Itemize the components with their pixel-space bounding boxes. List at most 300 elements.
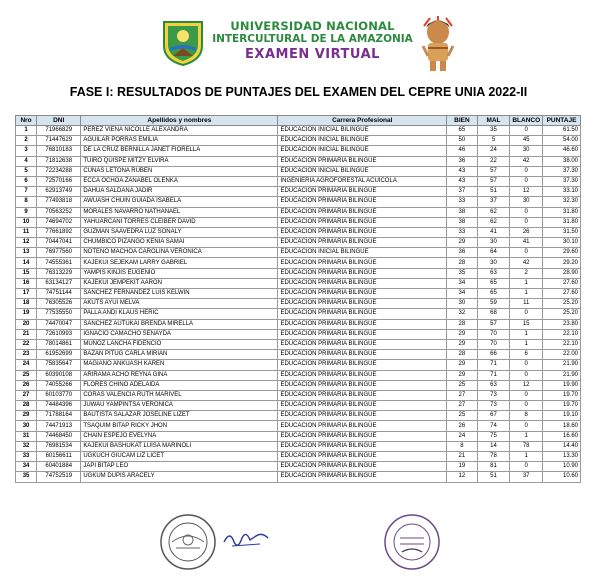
bien-cell: 27 xyxy=(447,401,478,411)
mal-cell: 41 xyxy=(477,227,510,237)
career-cell: EDUCACION PRIMARIA BILINGÜE xyxy=(278,329,447,339)
table-row xyxy=(16,126,581,136)
row-number: 17 xyxy=(16,289,37,299)
row-number: 7 xyxy=(16,187,37,197)
puntaje-cell: 10.90 xyxy=(543,462,581,472)
mal-cell: 57 xyxy=(477,176,510,186)
secretaria-general-seal-stamp xyxy=(382,512,442,572)
mal-cell: 65 xyxy=(477,289,510,299)
puntaje-cell: 13.30 xyxy=(543,452,581,462)
bien-cell: 50 xyxy=(447,136,478,146)
row-number: 15 xyxy=(16,268,37,278)
mal-cell: 57 xyxy=(477,166,510,176)
row-number: 16 xyxy=(16,278,37,288)
dni-cell: 76981534 xyxy=(37,441,81,451)
name-cell: BAZAN PITUG CARLA MIRIAN xyxy=(81,350,278,360)
career-cell: EDUCACION PRIMARIA BILINGÜE xyxy=(278,472,447,482)
career-cell: EDUCACION PRIMARIA BILINGÜE xyxy=(278,258,447,268)
bien-cell: 12 xyxy=(447,472,478,482)
name-cell: YAMPIS KINJIS EUGENIO xyxy=(81,268,278,278)
blanco-cell: 1 xyxy=(510,278,543,288)
puntaje-cell: 10.60 xyxy=(543,472,581,482)
puntaje-cell: 19.70 xyxy=(543,401,581,411)
bien-cell: 43 xyxy=(447,166,478,176)
career-cell: EDUCACION PRIMARIA BILINGÜE xyxy=(278,227,447,237)
name-cell: YAHUARCANI TORRES CLEIBER DAVID xyxy=(81,217,278,227)
mal-cell: 59 xyxy=(477,299,510,309)
row-number: 14 xyxy=(16,258,37,268)
puntaje-cell: 30.10 xyxy=(543,238,581,248)
mal-cell: 51 xyxy=(477,472,510,482)
dni-cell: 71812638 xyxy=(37,156,81,166)
puntaje-cell: 23.80 xyxy=(543,319,581,329)
career-cell: EDUCACION PRIMARIA BILINGÜE xyxy=(278,299,447,309)
table-row xyxy=(16,258,581,268)
career-cell: EDUCACION PRIMARIA BILINGÜE xyxy=(278,452,447,462)
table-row xyxy=(16,268,581,278)
row-number: 30 xyxy=(16,421,37,431)
row-number: 10 xyxy=(16,217,37,227)
dni-cell: 60156611 xyxy=(37,452,81,462)
dni-cell: 74468450 xyxy=(37,431,81,441)
blanco-cell: 12 xyxy=(510,187,543,197)
table-row xyxy=(16,329,581,339)
row-number: 1 xyxy=(16,126,37,136)
bien-cell: 65 xyxy=(447,126,478,136)
mal-cell: 81 xyxy=(477,462,510,472)
name-cell: IGNACIO CAMACHO SENAYDA xyxy=(81,329,278,339)
table-header-row xyxy=(16,116,581,126)
table-header-bien: BIEN xyxy=(447,116,478,126)
puntaje-cell: 22.10 xyxy=(543,329,581,339)
table-row xyxy=(16,339,581,349)
name-cell: SANCHEZ AUTUKAI BRENDA MIRELLA xyxy=(81,319,278,329)
name-cell: KAJEKUI BASHUKAT LUISA MARINOLI xyxy=(81,441,278,451)
blanco-cell: 78 xyxy=(510,441,543,451)
row-number: 5 xyxy=(16,166,37,176)
bien-cell: 28 xyxy=(447,319,478,329)
bien-cell: 36 xyxy=(447,156,478,166)
mal-cell: 67 xyxy=(477,411,510,421)
table-row xyxy=(16,462,581,472)
bien-cell: 8 xyxy=(447,441,478,451)
mal-cell: 70 xyxy=(477,339,510,349)
dni-cell: 70563252 xyxy=(37,207,81,217)
table-row xyxy=(16,238,581,248)
bien-cell: 27 xyxy=(447,390,478,400)
table-row xyxy=(16,176,581,186)
name-cell: DAHUA SALDAÑA JADIR xyxy=(81,187,278,197)
row-number: 35 xyxy=(16,472,37,482)
blanco-cell: 1 xyxy=(510,339,543,349)
blanco-cell: 0 xyxy=(510,370,543,380)
name-cell: NOTENO MACHOA CAROLINA VERONICA xyxy=(81,248,278,258)
bien-cell: 29 xyxy=(447,360,478,370)
career-cell: EDUCACION PRIMARIA BILINGÜE xyxy=(278,268,447,278)
career-cell: EDUCACION PRIMARIA BILINGÜE xyxy=(278,339,447,349)
table-row xyxy=(16,299,581,309)
table-row xyxy=(16,380,581,390)
table-row xyxy=(16,166,581,176)
career-cell: EDUCACION PRIMARIA BILINGÜE xyxy=(278,156,447,166)
mal-cell: 57 xyxy=(477,319,510,329)
puntaje-cell: 32.30 xyxy=(543,197,581,207)
dni-cell: 63134127 xyxy=(37,278,81,288)
mal-cell: 78 xyxy=(477,452,510,462)
blanco-cell: 15 xyxy=(510,319,543,329)
puntaje-cell: 25.20 xyxy=(543,309,581,319)
dni-cell: 75835647 xyxy=(37,360,81,370)
row-number: 34 xyxy=(16,462,37,472)
bien-cell: 25 xyxy=(447,411,478,421)
puntaje-cell: 16.60 xyxy=(543,431,581,441)
career-cell: EDUCACION PRIMARIA BILINGÜE xyxy=(278,421,447,431)
puntaje-cell: 37.30 xyxy=(543,176,581,186)
dni-cell: 71966829 xyxy=(37,126,81,136)
blanco-cell: 1 xyxy=(510,452,543,462)
career-cell: EDUCACION PRIMARIA BILINGÜE xyxy=(278,380,447,390)
mal-cell: 30 xyxy=(477,238,510,248)
career-cell: EDUCACION PRIMARIA BILINGÜE xyxy=(278,370,447,380)
bien-cell: 37 xyxy=(447,187,478,197)
dni-cell: 77493818 xyxy=(37,197,81,207)
row-number: 23 xyxy=(16,350,37,360)
career-cell: EDUCACION PRIMARIA BILINGÜE xyxy=(278,390,447,400)
dni-cell: 72570166 xyxy=(37,176,81,186)
blanco-cell: 1 xyxy=(510,329,543,339)
blanco-cell: 6 xyxy=(510,350,543,360)
dni-cell: 77661892 xyxy=(37,227,81,237)
bien-cell: 29 xyxy=(447,238,478,248)
mal-cell: 63 xyxy=(477,268,510,278)
name-cell: ECCA OCHOA ZANABEL OLENKA xyxy=(81,176,278,186)
dni-cell: 74055266 xyxy=(37,380,81,390)
row-number: 9 xyxy=(16,207,37,217)
row-number: 33 xyxy=(16,452,37,462)
puntaje-cell: 22.10 xyxy=(543,339,581,349)
bien-cell: 29 xyxy=(447,329,478,339)
row-number: 32 xyxy=(16,441,37,451)
dni-cell: 76305526 xyxy=(37,299,81,309)
dni-cell: 60390108 xyxy=(37,370,81,380)
blanco-cell: 26 xyxy=(510,227,543,237)
career-cell: EDUCACION PRIMARIA BILINGÜE xyxy=(278,360,447,370)
bien-cell: 34 xyxy=(447,289,478,299)
dni-cell: 76977560 xyxy=(37,248,81,258)
table-row xyxy=(16,360,581,370)
bien-cell: 21 xyxy=(447,452,478,462)
blanco-cell: 30 xyxy=(510,197,543,207)
blanco-cell: 37 xyxy=(510,472,543,482)
blanco-cell: 11 xyxy=(510,299,543,309)
table-row xyxy=(16,207,581,217)
dni-cell: 61952699 xyxy=(37,350,81,360)
bien-cell: 24 xyxy=(447,431,478,441)
mal-cell: 35 xyxy=(477,126,510,136)
name-cell: TSAQUIM BITAP RICKY JHON xyxy=(81,421,278,431)
table-row xyxy=(16,390,581,400)
puntaje-cell: 19.10 xyxy=(543,411,581,421)
table-row xyxy=(16,136,581,146)
career-cell: EDUCACION PRIMARIA BILINGÜE xyxy=(278,197,447,207)
puntaje-cell: 22.00 xyxy=(543,350,581,360)
row-number: 19 xyxy=(16,309,37,319)
name-cell: TUIRO QUISPE MITZY ELVIRA xyxy=(81,156,278,166)
university-name-line2: INTERCULTURAL DE LA AMAZONIA xyxy=(212,33,413,45)
name-cell: AKUTS AYUI MELVA xyxy=(81,299,278,309)
career-cell: EDUCACION INICIAL BILINGÜE xyxy=(278,146,447,156)
table-row xyxy=(16,441,581,451)
career-cell: EDUCACION PRIMARIA BILINGÜE xyxy=(278,289,447,299)
signature-mark xyxy=(222,528,272,550)
row-number: 12 xyxy=(16,238,37,248)
career-cell: EDUCACION INICIAL BILINGÜE xyxy=(278,136,447,146)
blanco-cell: 0 xyxy=(510,401,543,411)
bien-cell: 26 xyxy=(447,421,478,431)
puntaje-cell: 37.30 xyxy=(543,166,581,176)
table-row xyxy=(16,187,581,197)
puntaje-cell: 54.00 xyxy=(543,136,581,146)
university-seal-stamp xyxy=(158,512,218,572)
puntaje-cell: 33.10 xyxy=(543,187,581,197)
dni-cell: 74470047 xyxy=(37,319,81,329)
puntaje-cell: 14.40 xyxy=(543,441,581,451)
puntaje-cell: 29.60 xyxy=(543,248,581,258)
puntaje-cell: 27.60 xyxy=(543,289,581,299)
bien-cell: 43 xyxy=(447,176,478,186)
bien-cell: 29 xyxy=(447,339,478,349)
career-cell: EDUCACION INICIAL BILINGÜE xyxy=(278,126,447,136)
name-cell: UGKUM DUPIS ARACELY xyxy=(81,472,278,482)
table-row xyxy=(16,146,581,156)
row-number: 31 xyxy=(16,431,37,441)
bien-cell: 33 xyxy=(447,197,478,207)
table-header-dni: DNI xyxy=(37,116,81,126)
career-cell: EDUCACION PRIMARIA BILINGÜE xyxy=(278,401,447,411)
row-number: 25 xyxy=(16,370,37,380)
row-number: 22 xyxy=(16,339,37,349)
blanco-cell: 0 xyxy=(510,248,543,258)
row-number: 24 xyxy=(16,360,37,370)
blanco-cell: 42 xyxy=(510,258,543,268)
row-number: 13 xyxy=(16,248,37,258)
dni-cell: 74751144 xyxy=(37,289,81,299)
row-number: 8 xyxy=(16,197,37,207)
mal-cell: 30 xyxy=(477,258,510,268)
mal-cell: 22 xyxy=(477,156,510,166)
puntaje-cell: 31.50 xyxy=(543,227,581,237)
blanco-cell: 8 xyxy=(510,411,543,421)
table-row xyxy=(16,452,581,462)
table-header-mal: MAL xyxy=(477,116,510,126)
table-row xyxy=(16,370,581,380)
table-row xyxy=(16,472,581,482)
name-cell: PALLA ANDI KLAUS HERIC xyxy=(81,309,278,319)
career-cell: EDUCACION PRIMARIA BILINGÜE xyxy=(278,278,447,288)
blanco-cell: 0 xyxy=(510,207,543,217)
row-number: 6 xyxy=(16,176,37,186)
puntaje-cell: 38.00 xyxy=(543,156,581,166)
mal-cell: 64 xyxy=(477,248,510,258)
table-row xyxy=(16,227,581,237)
name-cell: BAUTISTA SALAZAR JOSELINE LIZET xyxy=(81,411,278,421)
career-cell: EDUCACION PRIMARIA BILINGÜE xyxy=(278,350,447,360)
name-cell: CHAIN ESPEJO EVELYNA xyxy=(81,431,278,441)
puntaje-cell: 28.90 xyxy=(543,268,581,278)
mascot-figure-icon xyxy=(418,16,458,72)
blanco-cell: 12 xyxy=(510,380,543,390)
career-cell: EDUCACION PRIMARIA BILINGÜE xyxy=(278,217,447,227)
bien-cell: 38 xyxy=(447,207,478,217)
table-row xyxy=(16,197,581,207)
mal-cell: 65 xyxy=(477,278,510,288)
dni-cell: 62913749 xyxy=(37,187,81,197)
mal-cell: 24 xyxy=(477,146,510,156)
puntaje-cell: 31.80 xyxy=(543,217,581,227)
blanco-cell: 0 xyxy=(510,421,543,431)
name-cell: ARIRAMA ACHO REYNA GINA xyxy=(81,370,278,380)
dni-cell: 74471913 xyxy=(37,421,81,431)
mal-cell: 68 xyxy=(477,309,510,319)
blanco-cell: 1 xyxy=(510,431,543,441)
dni-cell: 74555361 xyxy=(37,258,81,268)
exam-title: EXAMEN VIRTUAL xyxy=(245,47,380,62)
puntaje-cell: 61.50 xyxy=(543,126,581,136)
mal-cell: 51 xyxy=(477,187,510,197)
table-row xyxy=(16,248,581,258)
dni-cell: 76313229 xyxy=(37,268,81,278)
blanco-cell: 41 xyxy=(510,238,543,248)
dni-cell: 78014861 xyxy=(37,339,81,349)
table-row xyxy=(16,309,581,319)
table-row xyxy=(16,411,581,421)
row-number: 28 xyxy=(16,401,37,411)
bien-cell: 19 xyxy=(447,462,478,472)
mal-cell: 71 xyxy=(477,360,510,370)
blanco-cell: 0 xyxy=(510,166,543,176)
table-body xyxy=(16,126,581,483)
blanco-cell: 0 xyxy=(510,176,543,186)
mal-cell: 73 xyxy=(477,390,510,400)
dni-cell: 74694702 xyxy=(37,217,81,227)
name-cell: JUWAU YAMPINTSA VERONICA xyxy=(81,401,278,411)
puntaje-cell: 25.20 xyxy=(543,299,581,309)
table-row xyxy=(16,401,581,411)
career-cell: EDUCACION PRIMARIA BILINGÜE xyxy=(278,319,447,329)
table-row xyxy=(16,421,581,431)
row-number: 18 xyxy=(16,299,37,309)
bien-cell: 33 xyxy=(447,227,478,237)
blanco-cell: 2 xyxy=(510,268,543,278)
row-number: 21 xyxy=(16,329,37,339)
mal-cell: 66 xyxy=(477,350,510,360)
row-number: 27 xyxy=(16,390,37,400)
table-header-puntaje: PUNTAJE xyxy=(543,116,581,126)
bien-cell: 38 xyxy=(447,217,478,227)
puntaje-cell: 21.90 xyxy=(543,360,581,370)
bien-cell: 36 xyxy=(447,248,478,258)
name-cell: MORALES NAVARRO NATHANAEL xyxy=(81,207,278,217)
bien-cell: 35 xyxy=(447,268,478,278)
career-cell: EDUCACION PRIMARIA BILINGÜE xyxy=(278,441,447,451)
career-cell: INGENIERÍA AGROFORESTAL ACUÍCOLA xyxy=(278,176,447,186)
bien-cell: 46 xyxy=(447,146,478,156)
mal-cell: 63 xyxy=(477,380,510,390)
puntaje-cell: 46.60 xyxy=(543,146,581,156)
table-row xyxy=(16,431,581,441)
name-cell: AWUASH CHUIN GUIADA ISABELA xyxy=(81,197,278,207)
blanco-cell: 42 xyxy=(510,156,543,166)
mal-cell: 62 xyxy=(477,207,510,217)
mal-cell: 5 xyxy=(477,136,510,146)
name-cell: MUÑOZ LANCHA FIDENCIO xyxy=(81,339,278,349)
puntaje-cell: 21.90 xyxy=(543,370,581,380)
name-cell: CUÑAS LETONA RUBEN xyxy=(81,166,278,176)
career-cell: EDUCACION PRIMARIA BILINGÜE xyxy=(278,187,447,197)
blanco-cell: 45 xyxy=(510,136,543,146)
bien-cell: 29 xyxy=(447,370,478,380)
row-number: 29 xyxy=(16,411,37,421)
blanco-cell: 1 xyxy=(510,289,543,299)
dni-cell: 72610993 xyxy=(37,329,81,339)
name-cell: KAJEKUI JEMPEKIT AARON xyxy=(81,278,278,288)
name-cell: CORAS VALENCIA RUTH MARIVEL xyxy=(81,390,278,400)
dni-cell: 60401884 xyxy=(37,462,81,472)
mal-cell: 14 xyxy=(477,441,510,451)
bien-cell: 32 xyxy=(447,309,478,319)
mal-cell: 74 xyxy=(477,421,510,431)
mal-cell: 70 xyxy=(477,329,510,339)
row-number: 3 xyxy=(16,146,37,156)
table-header-name: Apellidos y nombres xyxy=(81,116,278,126)
blanco-cell: 0 xyxy=(510,462,543,472)
row-number: 26 xyxy=(16,380,37,390)
career-cell: EDUCACION PRIMARIA BILINGÜE xyxy=(278,309,447,319)
mal-cell: 37 xyxy=(477,197,510,207)
bien-cell: 30 xyxy=(447,299,478,309)
row-number: 2 xyxy=(16,136,37,146)
career-cell: EDUCACION INICIAL BILINGÜE xyxy=(278,248,447,258)
row-number: 20 xyxy=(16,319,37,329)
dni-cell: 74752519 xyxy=(37,472,81,482)
career-cell: EDUCACION PRIMARIA BILINGÜE xyxy=(278,238,447,248)
name-cell: UGKUCH GIUCAM LIZ LICET xyxy=(81,452,278,462)
mal-cell: 62 xyxy=(477,217,510,227)
blanco-cell: 0 xyxy=(510,360,543,370)
row-number: 4 xyxy=(16,156,37,166)
table-row xyxy=(16,278,581,288)
table-header-career: Carrera Profesional xyxy=(278,116,447,126)
table-row xyxy=(16,217,581,227)
dni-cell: 60103770 xyxy=(37,390,81,400)
mal-cell: 73 xyxy=(477,401,510,411)
blanco-cell: 0 xyxy=(510,309,543,319)
career-cell: EDUCACION PRIMARIA BILINGÜE xyxy=(278,462,447,472)
row-number: 11 xyxy=(16,227,37,237)
name-cell: SANCHEZ FERNANDEZ LUIS KELWIN xyxy=(81,289,278,299)
name-cell: GUZMAN SAAVEDRA LUZ SONALY xyxy=(81,227,278,237)
puntaje-cell: 29.20 xyxy=(543,258,581,268)
career-cell: EDUCACION PRIMARIA BILINGÜE xyxy=(278,431,447,441)
puntaje-cell: 27.60 xyxy=(543,278,581,288)
dni-cell: 71788164 xyxy=(37,411,81,421)
dni-cell: 71447629 xyxy=(37,136,81,146)
bien-cell: 28 xyxy=(447,258,478,268)
document-title: FASE I: RESULTADOS DE PUNTAJES DEL EXAMEN DEL CEPRE UNIA 2022-II xyxy=(69,85,528,99)
name-cell: MAGIANO ANKUASH KAREN xyxy=(81,360,278,370)
career-cell: EDUCACION INICIAL BILINGÜE xyxy=(278,166,447,176)
dni-cell: 77535550 xyxy=(37,309,81,319)
